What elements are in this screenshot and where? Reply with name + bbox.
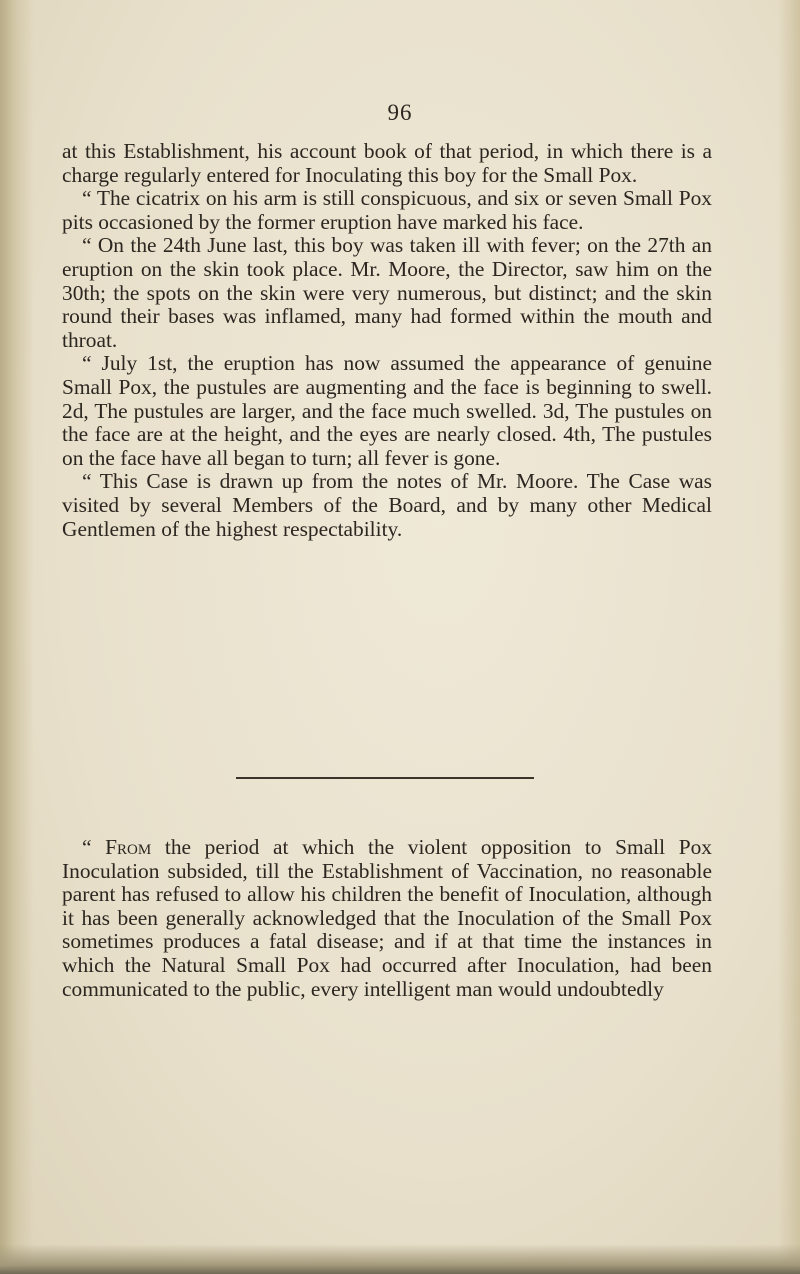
lead-word: From <box>105 835 152 859</box>
paragraph-6 <box>62 836 712 1001</box>
page-gutter-shadow <box>0 0 34 1274</box>
paragraph-5: “ This Case is drawn up from the notes of Mr. Moore. The Case was visited by several Members of the Board, and by many other Medical Gentlemen of the highest respectability. <box>62 469 712 541</box>
paragraph-6-text: the period at which the violent opposition to Small Pox Inoculation subsided, till the Establishment of Vaccination, no reasonable parent has refused to allow his children the benefit of Inoculation, although it has been generally acknowledged that the Inoculation of the Small Pox sometimes produces a fatal disease; and if at that time the instances in which the Natural Small Pox had occurred after Inoculation, had been communicated to the public, every intelligent man would undoubtedly <box>62 835 712 1001</box>
text-block-top <box>62 140 712 541</box>
text-block-bottom <box>62 836 712 1001</box>
paragraph-1: at this Establishment, his account book of that period, in which there is a charge regularly entered for Inoculating this boy for the Small Pox. <box>62 139 712 187</box>
opening-quote: “ <box>82 835 106 859</box>
page-edge-shadow <box>778 0 800 1274</box>
paragraph-3: “ On the 24th June last, this boy was taken ill with fever; on the 27th an eruption on the skin took place. Mr. Moore, the Director, saw him on the 30th; the spots on the skin were very numerous, but distinct; and the skin round their bases was inflamed, many had formed within the mouth and throat. <box>62 233 712 352</box>
paragraph-4: “ July 1st, the eruption has now assumed the appearance of genuine Small Pox, the pustules are augmenting and the face is beginning to swell. 2d, The pustules are larger, and the face much swelled. 3d, The pustules on the face are at the height, and the eyes are nearly closed. 4th, The pustules on the face have all began to turn; all fever is gone. <box>62 351 712 470</box>
paragraph-2: “ The cicatrix on his arm is still conspicuous, and six or seven Small Pox pits occasioned by the former eruption have marked his face. <box>62 186 712 234</box>
section-divider <box>236 777 534 779</box>
page-number: 96 <box>387 100 413 125</box>
page-bottom-edge <box>0 1244 800 1274</box>
